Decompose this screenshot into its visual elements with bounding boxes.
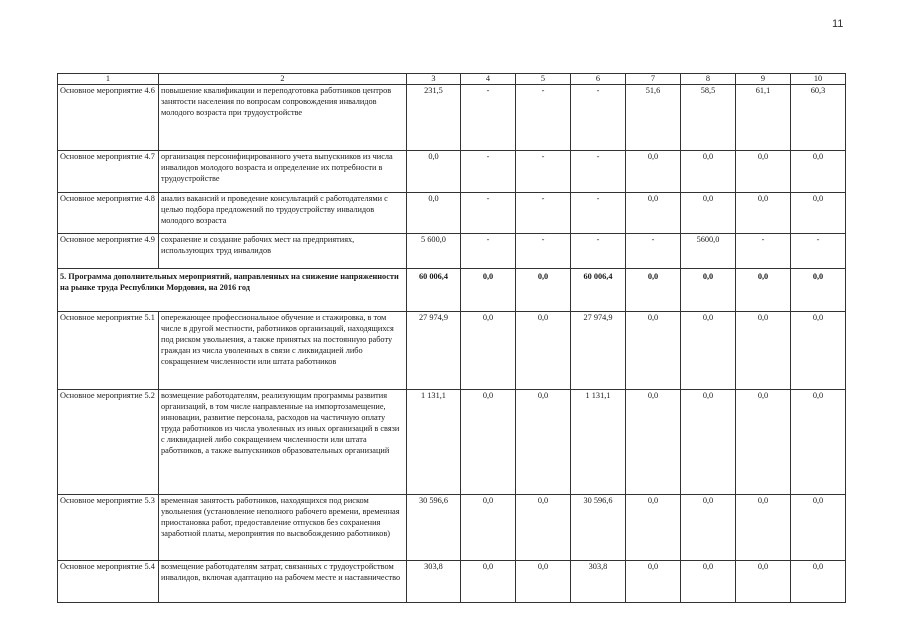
value-cell: 0,0 <box>626 495 681 561</box>
value-cell: 0,0 <box>791 561 846 603</box>
section-title: 5. Программа дополнительных мероприятий, направленных на снижение напряженности на рынке труда Республики Мордовия, на 2016 год <box>58 269 407 312</box>
measure-name: Основное мероприятие 5.1 <box>58 312 159 390</box>
measure-name: Основное мероприятие 4.7 <box>58 151 159 193</box>
table-row <box>58 561 846 603</box>
program-table <box>57 73 846 603</box>
value-cell: 0,0 <box>736 312 791 390</box>
measure-description: временная занятость работников, находящихся под риском увольнения (установление неполного рабочего времени, временная приостановка работ, предоставление отпусков без сохранения заработной платы, мероприятия по высвобождению работников) <box>159 495 407 561</box>
value-cell: - <box>571 85 626 151</box>
value-cell: 0,0 <box>516 269 571 312</box>
measure-description: повышение квалификации и переподготовка работников центров занятости населения по вопросам сопровождения инвалидов молодого возраста при трудоустройстве <box>159 85 407 151</box>
section-row <box>58 269 846 312</box>
value-cell: 61,1 <box>736 85 791 151</box>
value-cell: 0,0 <box>736 390 791 495</box>
header-cell: 5 <box>516 74 571 85</box>
table-row <box>58 234 846 269</box>
value-cell: 0,0 <box>791 312 846 390</box>
measure-name: Основное мероприятие 4.9 <box>58 234 159 269</box>
value-cell: 0,0 <box>736 151 791 193</box>
measure-name: Основное мероприятие 4.8 <box>58 193 159 234</box>
value-cell: 0,0 <box>791 390 846 495</box>
measure-description: сохранение и создание рабочих мест на предприятиях, использующих труд инвалидов <box>159 234 407 269</box>
value-cell: 1 131,1 <box>571 390 626 495</box>
value-cell: - <box>736 234 791 269</box>
value-cell: 0,0 <box>736 495 791 561</box>
value-cell: 0,0 <box>681 193 736 234</box>
value-cell: 0,0 <box>791 269 846 312</box>
table-row <box>58 312 846 390</box>
value-cell: 0,0 <box>461 312 516 390</box>
value-cell: 0,0 <box>626 561 681 603</box>
value-cell: 0,0 <box>681 151 736 193</box>
value-cell: - <box>571 151 626 193</box>
header-cell: 6 <box>571 74 626 85</box>
value-cell: 0,0 <box>516 390 571 495</box>
value-cell: 0,0 <box>736 269 791 312</box>
value-cell: 1 131,1 <box>407 390 461 495</box>
value-cell: - <box>516 234 571 269</box>
value-cell: 0,0 <box>736 193 791 234</box>
value-cell: 30 596,6 <box>407 495 461 561</box>
value-cell: - <box>461 193 516 234</box>
value-cell: 60,3 <box>791 85 846 151</box>
value-cell: - <box>626 234 681 269</box>
value-cell: - <box>461 234 516 269</box>
table-row <box>58 193 846 234</box>
value-cell: 30 596,6 <box>571 495 626 561</box>
value-cell: - <box>516 193 571 234</box>
header-row <box>58 74 846 85</box>
value-cell: 0,0 <box>791 495 846 561</box>
value-cell: 0,0 <box>516 312 571 390</box>
value-cell: 60 006,4 <box>407 269 461 312</box>
measure-description: организация персонифицированного учета выпускников из числа инвалидов молодого возраста и определение их потребности в трудоустройстве <box>159 151 407 193</box>
measure-description: возмещение работодателям затрат, связанных с трудоустройством инвалидов, включая адаптацию на рабочем месте и наставничество <box>159 561 407 603</box>
header-cell: 2 <box>159 74 407 85</box>
value-cell: 27 974,9 <box>571 312 626 390</box>
table-row <box>58 390 846 495</box>
table-row <box>58 151 846 193</box>
header-cell: 10 <box>791 74 846 85</box>
value-cell: 58,5 <box>681 85 736 151</box>
value-cell: - <box>461 85 516 151</box>
value-cell: 0,0 <box>626 269 681 312</box>
value-cell: 27 974,9 <box>407 312 461 390</box>
value-cell: 0,0 <box>626 312 681 390</box>
header-cell: 8 <box>681 74 736 85</box>
value-cell: 0,0 <box>681 495 736 561</box>
value-cell: 0,0 <box>736 561 791 603</box>
value-cell: 303,8 <box>407 561 461 603</box>
header-cell: 7 <box>626 74 681 85</box>
measure-name: Основное мероприятие 4.6 <box>58 85 159 151</box>
value-cell: 0,0 <box>626 151 681 193</box>
value-cell: 0,0 <box>407 193 461 234</box>
value-cell: 303,8 <box>571 561 626 603</box>
header-cell: 4 <box>461 74 516 85</box>
value-cell: 0,0 <box>516 561 571 603</box>
value-cell: 231,5 <box>407 85 461 151</box>
value-cell: 0,0 <box>516 495 571 561</box>
value-cell: 0,0 <box>461 495 516 561</box>
measure-name: Основное мероприятие 5.3 <box>58 495 159 561</box>
header-cell: 1 <box>58 74 159 85</box>
header-cell: 9 <box>736 74 791 85</box>
value-cell: - <box>791 234 846 269</box>
value-cell: 5 600,0 <box>407 234 461 269</box>
value-cell: 51,6 <box>626 85 681 151</box>
value-cell: 0,0 <box>461 390 516 495</box>
measure-description: опережающее профессиональное обучение и стажировка, в том числе в другой местности, работников организаций, находящихся под риском увольнения, а также принятых на постоянную работу граждан из числа уволенных в связи с ликвидацией либо сокращением численности или штата работников <box>159 312 407 390</box>
value-cell: 0,0 <box>461 561 516 603</box>
value-cell: 0,0 <box>407 151 461 193</box>
measure-description: анализ вакансий и проведение консультаций с работодателями с целью подбора предложений по трудоустройству инвалидов молодого возраста <box>159 193 407 234</box>
value-cell: 0,0 <box>626 390 681 495</box>
value-cell: - <box>516 151 571 193</box>
measure-name: Основное мероприятие 5.4 <box>58 561 159 603</box>
measure-name: Основное мероприятие 5.2 <box>58 390 159 495</box>
page-number: 11 <box>832 18 844 30</box>
header-cell: 3 <box>407 74 461 85</box>
value-cell: 0,0 <box>681 390 736 495</box>
table-row <box>58 85 846 151</box>
measure-description: возмещение работодателям, реализующим программы развития организаций, в том числе направленные на импортозамещение, инновации, развитие персонала, расходов на частичную оплату труда работников из числа уволенных из иных организаций в связи с ликвидацией либо сокращением численности или штата работников, а также выпускников образовательных организаций <box>159 390 407 495</box>
value-cell: - <box>461 151 516 193</box>
value-cell: - <box>571 193 626 234</box>
value-cell: 0,0 <box>681 561 736 603</box>
value-cell: - <box>516 85 571 151</box>
value-cell: 0,0 <box>681 312 736 390</box>
value-cell: 0,0 <box>791 151 846 193</box>
table-row <box>58 495 846 561</box>
value-cell: 0,0 <box>791 193 846 234</box>
value-cell: 60 006,4 <box>571 269 626 312</box>
value-cell: 0,0 <box>626 193 681 234</box>
value-cell: - <box>571 234 626 269</box>
value-cell: 5600,0 <box>681 234 736 269</box>
value-cell: 0,0 <box>681 269 736 312</box>
value-cell: 0,0 <box>461 269 516 312</box>
